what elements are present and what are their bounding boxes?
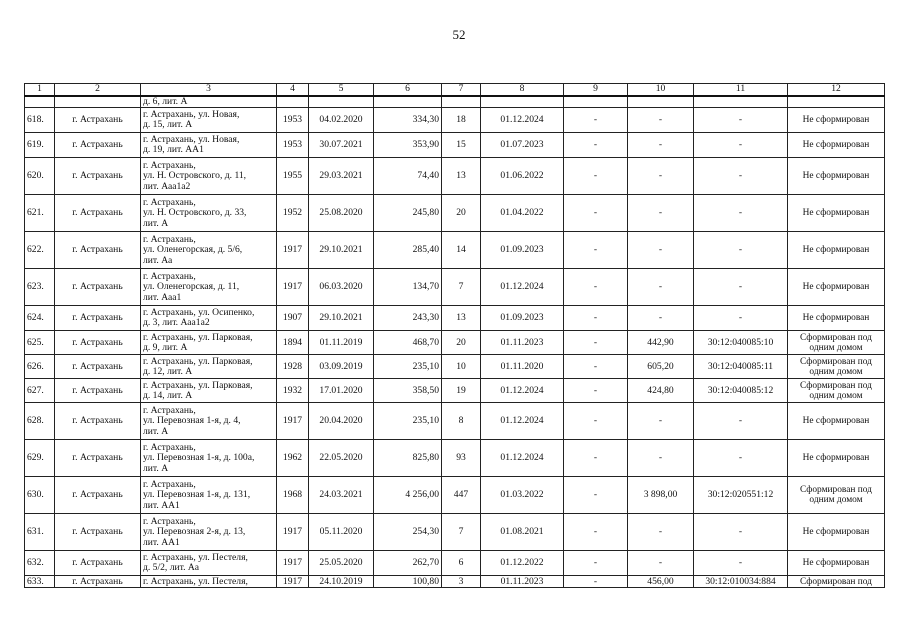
housing-registry-table xyxy=(24,83,885,588)
row-number-cell: 629. xyxy=(25,440,55,477)
row-number-cell: 625. xyxy=(25,331,55,355)
column-header: 9 xyxy=(564,84,628,97)
row-number-cell: 623. xyxy=(25,269,55,306)
count-cell: 13 xyxy=(442,306,481,331)
date-cell: 06.03.2020 xyxy=(309,269,374,306)
address-cell-line: г. Астрахань, xyxy=(143,515,196,527)
row-number-cell: 632. xyxy=(25,551,55,576)
year-cell: 1953 xyxy=(277,133,309,158)
row-number-cell: 619. xyxy=(25,133,55,158)
address-cell xyxy=(141,379,277,403)
year-cell: 1952 xyxy=(277,195,309,232)
address-cell xyxy=(141,133,277,158)
table-row xyxy=(25,269,885,306)
count-cell: 13 xyxy=(442,158,481,195)
address-cell-line: г. Астрахань, ул. Пестеля, xyxy=(143,552,248,563)
status-cell xyxy=(788,403,885,440)
date-cell: 30.07.2021 xyxy=(309,133,374,158)
address-cell-line: ул. Н. Островского, д. 33, xyxy=(143,207,247,219)
year-cell: 1932 xyxy=(277,379,309,403)
status-cell-line: Сформирован под xyxy=(800,332,872,343)
column-9-cell: - xyxy=(564,108,628,133)
date-cell xyxy=(309,96,374,108)
cadastral-number-cell xyxy=(694,96,788,108)
date-cell: 01.12.2024 xyxy=(481,379,564,403)
column-header: 8 xyxy=(481,84,564,97)
address-cell xyxy=(141,576,277,588)
city-cell: г. Астрахань xyxy=(55,477,141,514)
count-cell xyxy=(442,96,481,108)
year-cell: 1917 xyxy=(277,269,309,306)
date-cell: 01.12.2022 xyxy=(481,551,564,576)
land-area-cell: 605,20 xyxy=(628,355,694,379)
address-cell-line: г. Астрахань, xyxy=(143,270,196,282)
status-cell-line: Не сформирован xyxy=(802,527,870,538)
address-cell-line: г. Астрахань, ул. Парковая, xyxy=(143,355,253,367)
address-cell xyxy=(141,403,277,440)
area-cell: 245,80 xyxy=(374,195,442,232)
status-cell xyxy=(788,576,885,588)
count-cell: 19 xyxy=(442,379,481,403)
status-cell xyxy=(788,269,885,306)
cadastral-number-cell: - xyxy=(694,108,788,133)
year-cell: 1962 xyxy=(277,440,309,477)
land-area-cell: 456,00 xyxy=(628,576,694,588)
count-cell: 8 xyxy=(442,403,481,440)
land-area-cell: - xyxy=(628,158,694,195)
address-cell-line: ул. Перевозная 1-я, д. 4, xyxy=(143,415,241,427)
status-cell xyxy=(788,379,885,403)
count-cell: 14 xyxy=(442,232,481,269)
cadastral-number-cell: 30:12:040085:12 xyxy=(694,379,788,403)
address-cell-line: г. Астрахань, ул. Осипенко, xyxy=(143,307,255,318)
status-cell xyxy=(788,477,885,514)
year-cell: 1917 xyxy=(277,232,309,269)
cadastral-number-cell: - xyxy=(694,440,788,477)
count-cell: 15 xyxy=(442,133,481,158)
date-cell: 01.12.2024 xyxy=(481,440,564,477)
column-9-cell: - xyxy=(564,158,628,195)
address-cell-line: ул. Перевозная 1-я, д. 131, xyxy=(143,489,251,501)
address-cell xyxy=(141,232,277,269)
count-cell: 93 xyxy=(442,440,481,477)
date-cell: 17.01.2020 xyxy=(309,379,374,403)
table-row xyxy=(25,108,885,133)
cadastral-number-cell: - xyxy=(694,403,788,440)
row-number-cell: 628. xyxy=(25,403,55,440)
date-cell: 20.04.2020 xyxy=(309,403,374,440)
address-cell-line: г. Астрахань, ул. Новая, xyxy=(143,109,240,120)
land-area-cell: - xyxy=(628,133,694,158)
area-cell xyxy=(374,96,442,108)
count-cell: 10 xyxy=(442,355,481,379)
column-9-cell: - xyxy=(564,232,628,269)
column-header: 5 xyxy=(309,84,374,97)
status-cell xyxy=(788,514,885,551)
cadastral-number-cell: - xyxy=(694,514,788,551)
date-cell: 22.05.2020 xyxy=(309,440,374,477)
status-cell-line: Не сформирован xyxy=(802,313,870,324)
column-9-cell: - xyxy=(564,133,628,158)
area-cell: 100,80 xyxy=(374,576,442,588)
address-cell-line: д. 12, лит. А xyxy=(143,365,193,377)
city-cell: г. Астрахань xyxy=(55,133,141,158)
count-cell: 20 xyxy=(442,331,481,355)
date-cell: 01.11.2020 xyxy=(481,355,564,379)
count-cell: 6 xyxy=(442,551,481,576)
address-cell xyxy=(141,331,277,355)
area-cell: 468,70 xyxy=(374,331,442,355)
address-cell-line: д. 19, лит. АА1 xyxy=(143,144,204,156)
area-cell: 243,30 xyxy=(374,306,442,331)
city-cell: г. Астрахань xyxy=(55,108,141,133)
cadastral-number-cell: - xyxy=(694,306,788,331)
column-9-cell: - xyxy=(564,355,628,379)
year-cell: 1894 xyxy=(277,331,309,355)
land-area-cell: - xyxy=(628,440,694,477)
column-header: 1 xyxy=(25,84,55,97)
table-row xyxy=(25,514,885,551)
address-cell-line: лит. Ааа1 xyxy=(143,291,182,303)
address-cell-line: лит. А xyxy=(143,425,169,437)
column-9-cell: - xyxy=(564,477,628,514)
address-cell xyxy=(141,269,277,306)
address-cell xyxy=(141,195,277,232)
address-cell-line: лит. Ааа1а2 xyxy=(143,180,191,192)
area-cell: 285,40 xyxy=(374,232,442,269)
status-cell-line: Сформирован под xyxy=(800,576,872,587)
area-cell: 74,40 xyxy=(374,158,442,195)
table-row xyxy=(25,331,885,355)
status-cell-line: Не сформирован xyxy=(802,208,870,219)
table-row xyxy=(25,551,885,576)
year-cell: 1917 xyxy=(277,576,309,588)
address-cell-line: г. Астрахань, ул. Парковая, xyxy=(143,331,253,343)
address-cell-line: ул. Оленегорская, д. 5/6, xyxy=(143,244,243,256)
address-cell xyxy=(141,355,277,379)
area-cell: 334,30 xyxy=(374,108,442,133)
column-9-cell: - xyxy=(564,514,628,551)
address-cell-line: ул. Перевозная 2-я, д. 13, xyxy=(143,526,246,538)
status-cell-line: одним домом xyxy=(809,390,863,401)
column-9-cell: - xyxy=(564,440,628,477)
land-area-cell: - xyxy=(628,403,694,440)
status-cell-line: Сформирован под xyxy=(800,485,872,496)
land-area-cell: - xyxy=(628,195,694,232)
column-9-cell: - xyxy=(564,195,628,232)
address-cell-line: г. Астрахань, xyxy=(143,233,196,245)
address-cell-line: г. Астрахань, xyxy=(143,404,196,416)
status-cell xyxy=(788,551,885,576)
address-cell-line: лит. Аа xyxy=(143,254,173,266)
date-cell: 25.08.2020 xyxy=(309,195,374,232)
land-area-cell xyxy=(628,96,694,108)
cadastral-number-cell: - xyxy=(694,269,788,306)
row-number-cell xyxy=(25,96,55,108)
date-cell: 29.10.2021 xyxy=(309,232,374,269)
status-cell-line: одним домом xyxy=(809,495,863,506)
address-cell-line: г. Астрахань, xyxy=(143,441,196,453)
table-row xyxy=(25,195,885,232)
date-cell: 04.02.2020 xyxy=(309,108,374,133)
date-cell: 01.09.2023 xyxy=(481,306,564,331)
address-cell-line: ул. Оленегорская, д. 11, xyxy=(143,281,240,293)
table-row xyxy=(25,133,885,158)
address-cell-line: г. Астрахань, ул. Новая, xyxy=(143,134,240,145)
status-cell xyxy=(788,232,885,269)
status-cell xyxy=(788,96,885,108)
row-number-cell: 633. xyxy=(25,576,55,588)
column-9-cell: - xyxy=(564,576,628,588)
address-cell xyxy=(141,440,277,477)
land-area-cell: 424,80 xyxy=(628,379,694,403)
status-cell xyxy=(788,355,885,379)
land-area-cell: - xyxy=(628,232,694,269)
address-cell-line: лит. АА1 xyxy=(143,499,180,511)
address-cell-line: ул. Н. Островского, д. 11, xyxy=(143,170,247,182)
area-cell: 134,70 xyxy=(374,269,442,306)
area-cell: 825,80 xyxy=(374,440,442,477)
row-number-cell: 630. xyxy=(25,477,55,514)
date-cell: 03.09.2019 xyxy=(309,355,374,379)
status-cell xyxy=(788,158,885,195)
status-cell-line: Не сформирован xyxy=(802,453,870,464)
date-cell: 01.11.2023 xyxy=(481,576,564,588)
status-cell-line: Не сформирован xyxy=(802,140,870,151)
city-cell: г. Астрахань xyxy=(55,576,141,588)
date-cell: 24.03.2021 xyxy=(309,477,374,514)
count-cell: 447 xyxy=(442,477,481,514)
column-header: 2 xyxy=(55,84,141,97)
date-cell: 01.03.2022 xyxy=(481,477,564,514)
cadastral-number-cell: 30:12:040085:10 xyxy=(694,331,788,355)
column-9-cell: - xyxy=(564,403,628,440)
status-cell xyxy=(788,306,885,331)
address-cell-line: г. Астрахань, xyxy=(143,478,196,490)
status-cell-line: Не сформирован xyxy=(802,558,870,569)
area-cell: 262,70 xyxy=(374,551,442,576)
address-cell-line: д. 14, лит. А xyxy=(143,389,193,401)
cadastral-number-cell: 30:12:020551:12 xyxy=(694,477,788,514)
status-cell-line: одним домом xyxy=(809,342,863,353)
table-row xyxy=(25,576,885,588)
land-area-cell: - xyxy=(628,551,694,576)
city-cell: г. Астрахань xyxy=(55,440,141,477)
cadastral-number-cell: - xyxy=(694,133,788,158)
date-cell: 01.12.2024 xyxy=(481,269,564,306)
address-cell xyxy=(141,158,277,195)
table-row xyxy=(25,158,885,195)
land-area-cell: - xyxy=(628,269,694,306)
cadastral-number-cell: - xyxy=(694,158,788,195)
row-number-cell: 624. xyxy=(25,306,55,331)
count-cell: 3 xyxy=(442,576,481,588)
date-cell: 05.11.2020 xyxy=(309,514,374,551)
area-cell: 235,10 xyxy=(374,403,442,440)
date-cell: 01.12.2024 xyxy=(481,403,564,440)
city-cell xyxy=(55,96,141,108)
address-cell-line: лит. А xyxy=(143,462,169,474)
cadastral-number-cell: 30:12:040085:11 xyxy=(694,355,788,379)
year-cell xyxy=(277,96,309,108)
address-cell xyxy=(141,514,277,551)
date-cell: 01.06.2022 xyxy=(481,158,564,195)
status-cell-line: одним домом xyxy=(809,366,863,377)
city-cell: г. Астрахань xyxy=(55,158,141,195)
date-cell: 01.09.2023 xyxy=(481,232,564,269)
table-row xyxy=(25,96,885,108)
address-cell-line: д. 6, лит. А xyxy=(143,96,188,107)
column-header: 3 xyxy=(141,84,277,97)
date-cell: 01.08.2021 xyxy=(481,514,564,551)
address-cell xyxy=(141,477,277,514)
address-cell-line: г. Астрахань, xyxy=(143,196,196,208)
column-header: 10 xyxy=(628,84,694,97)
row-number-cell: 618. xyxy=(25,108,55,133)
table-body xyxy=(25,96,885,588)
status-cell-line: Не сформирован xyxy=(802,416,870,427)
row-number-cell: 626. xyxy=(25,355,55,379)
status-cell-line: Сформирован под xyxy=(800,356,872,367)
land-area-cell: - xyxy=(628,108,694,133)
address-cell-line: г. Астрахань, ул. Пестеля, xyxy=(143,575,248,587)
year-cell: 1917 xyxy=(277,514,309,551)
date-cell: 29.03.2021 xyxy=(309,158,374,195)
status-cell xyxy=(788,440,885,477)
count-cell: 7 xyxy=(442,514,481,551)
area-cell: 254,30 xyxy=(374,514,442,551)
address-cell-line: г. Астрахань, xyxy=(143,159,196,171)
column-9-cell: - xyxy=(564,379,628,403)
year-cell: 1968 xyxy=(277,477,309,514)
cadastral-number-cell: 30:12:010034:884 xyxy=(694,576,788,588)
city-cell: г. Астрахань xyxy=(55,355,141,379)
row-number-cell: 627. xyxy=(25,379,55,403)
status-cell xyxy=(788,195,885,232)
date-cell: 25.05.2020 xyxy=(309,551,374,576)
table-row xyxy=(25,306,885,331)
cadastral-number-cell: - xyxy=(694,232,788,269)
city-cell: г. Астрахань xyxy=(55,269,141,306)
year-cell: 1917 xyxy=(277,403,309,440)
address-cell-line: г. Астрахань, ул. Парковая, xyxy=(143,379,253,391)
address-cell-line: ул. Перевозная 1-я, д. 100а, xyxy=(143,452,255,464)
table-row xyxy=(25,379,885,403)
address-cell xyxy=(141,551,277,576)
status-cell-line: Не сформирован xyxy=(802,245,870,256)
area-cell: 358,50 xyxy=(374,379,442,403)
column-header: 4 xyxy=(277,84,309,97)
column-header: 6 xyxy=(374,84,442,97)
address-cell-line: лит. АА1 xyxy=(143,536,180,548)
table-row xyxy=(25,477,885,514)
count-cell: 18 xyxy=(442,108,481,133)
cadastral-number-cell: - xyxy=(694,551,788,576)
status-cell xyxy=(788,108,885,133)
land-area-cell: - xyxy=(628,514,694,551)
row-number-cell: 620. xyxy=(25,158,55,195)
area-cell: 235,10 xyxy=(374,355,442,379)
city-cell: г. Астрахань xyxy=(55,195,141,232)
column-9-cell xyxy=(564,96,628,108)
count-cell: 20 xyxy=(442,195,481,232)
status-cell-line: Не сформирован xyxy=(802,171,870,182)
date-cell: 01.04.2022 xyxy=(481,195,564,232)
year-cell: 1928 xyxy=(277,355,309,379)
table-row xyxy=(25,355,885,379)
status-cell-line: Не сформирован xyxy=(802,115,870,126)
table-row xyxy=(25,403,885,440)
city-cell: г. Астрахань xyxy=(55,232,141,269)
row-number-cell: 621. xyxy=(25,195,55,232)
date-cell xyxy=(481,96,564,108)
date-cell: 29.10.2021 xyxy=(309,306,374,331)
area-cell: 353,90 xyxy=(374,133,442,158)
land-area-cell: 3 898,00 xyxy=(628,477,694,514)
address-cell xyxy=(141,306,277,331)
address-cell-line: д. 3, лит. Ааа1а2 xyxy=(143,317,210,329)
city-cell: г. Астрахань xyxy=(55,306,141,331)
count-cell: 7 xyxy=(442,269,481,306)
year-cell: 1953 xyxy=(277,108,309,133)
column-header: 12 xyxy=(788,84,885,97)
page-number: 52 xyxy=(452,27,466,42)
status-cell-line: Сформирован под xyxy=(800,380,872,391)
column-9-cell: - xyxy=(564,306,628,331)
land-area-cell: - xyxy=(628,306,694,331)
date-cell: 24.10.2019 xyxy=(309,576,374,588)
status-cell xyxy=(788,133,885,158)
date-cell: 01.07.2023 xyxy=(481,133,564,158)
status-cell-line: Не сформирован xyxy=(802,282,870,293)
land-area-cell: 442,90 xyxy=(628,331,694,355)
city-cell: г. Астрахань xyxy=(55,514,141,551)
area-cell: 4 256,00 xyxy=(374,477,442,514)
date-cell: 01.11.2023 xyxy=(481,331,564,355)
address-cell-line: д. 9, лит. А xyxy=(143,341,188,353)
address-cell xyxy=(141,108,277,133)
date-cell: 01.11.2019 xyxy=(309,331,374,355)
year-cell: 1907 xyxy=(277,306,309,331)
column-9-cell: - xyxy=(564,551,628,576)
table-row xyxy=(25,232,885,269)
column-9-cell: - xyxy=(564,269,628,306)
row-number-cell: 622. xyxy=(25,232,55,269)
address-cell-line: д. 5/2, лит. Аа xyxy=(143,562,199,574)
date-cell: 01.12.2024 xyxy=(481,108,564,133)
address-cell-line: д. 15, лит. А xyxy=(143,119,193,131)
year-cell: 1917 xyxy=(277,551,309,576)
address-cell-line: лит. А xyxy=(143,217,169,229)
table-row xyxy=(25,440,885,477)
address-cell xyxy=(141,96,277,108)
city-cell: г. Астрахань xyxy=(55,551,141,576)
cadastral-number-cell: - xyxy=(694,195,788,232)
column-header: 11 xyxy=(694,84,788,97)
row-number-cell: 631. xyxy=(25,514,55,551)
column-9-cell: - xyxy=(564,331,628,355)
city-cell: г. Астрахань xyxy=(55,331,141,355)
status-cell xyxy=(788,331,885,355)
column-number-row xyxy=(25,84,885,97)
city-cell: г. Астрахань xyxy=(55,403,141,440)
city-cell: г. Астрахань xyxy=(55,379,141,403)
year-cell: 1955 xyxy=(277,158,309,195)
column-header: 7 xyxy=(442,84,481,97)
